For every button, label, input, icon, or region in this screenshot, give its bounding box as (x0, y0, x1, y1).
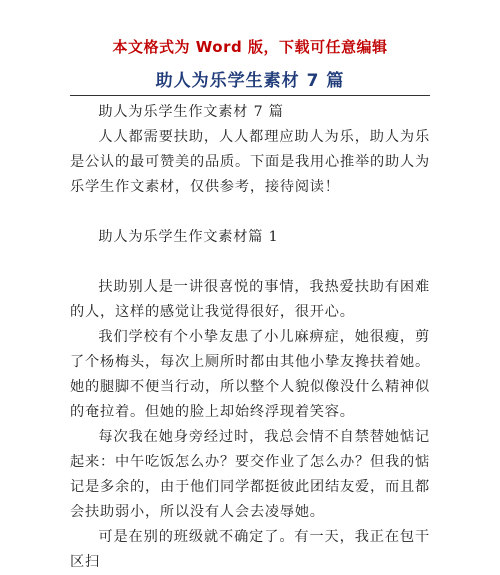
body-paragraph: 我们学校有个小挚友患了小儿麻痹症，她很瘦，剪了个杨梅头，每次上厕所时都由其他小挚友搀扶着她。她的腿脚不便当行动，所以整个人貌似像没什么精神似的奄拉着。但她的脸上却始终浮现着笑容。 (70, 329, 430, 420)
section-heading: 助人为乐学生作文素材篇 1 (98, 229, 279, 245)
paragraph-spacer (70, 250, 430, 275)
body-paragraph: 扶助别人是一讲很喜悦的事情，我热爱扶助有困难的人，这样的感觉让我觉得很好，很开心。 (70, 279, 430, 320)
body-heading: 助人为乐学生作文素材 7 篇 (98, 104, 284, 120)
body-paragraph: 每次我在她身旁经过时，我总会情不自禁替她惦记起来：中午吃饭怎么办？要交作业了怎么办？但我的惦记是多余的，由于他们同学都挺彼此团结友爱，而且都会扶助弱小，所以没有人会去凌辱她。 (70, 429, 430, 520)
paragraph-spacer (70, 200, 430, 225)
intro-paragraph: 人人都需要扶助，人人都理应助人为乐，助人为乐是公认的最可赞美的品质。下面是我用心推举的助人为乐学生作文素材，仅供参考，接待阅读！ (70, 129, 430, 195)
document-title: 助人为乐学生素材 7 篇 (155, 71, 345, 91)
document-body (70, 100, 430, 575)
body-paragraph: 可是在别的班级就不确定了。有一天，我正在包干区扫 (70, 529, 430, 570)
title-divider (70, 95, 430, 96)
format-notice: 本文格式为 Word 版，下载可任意编辑 (112, 38, 388, 56)
